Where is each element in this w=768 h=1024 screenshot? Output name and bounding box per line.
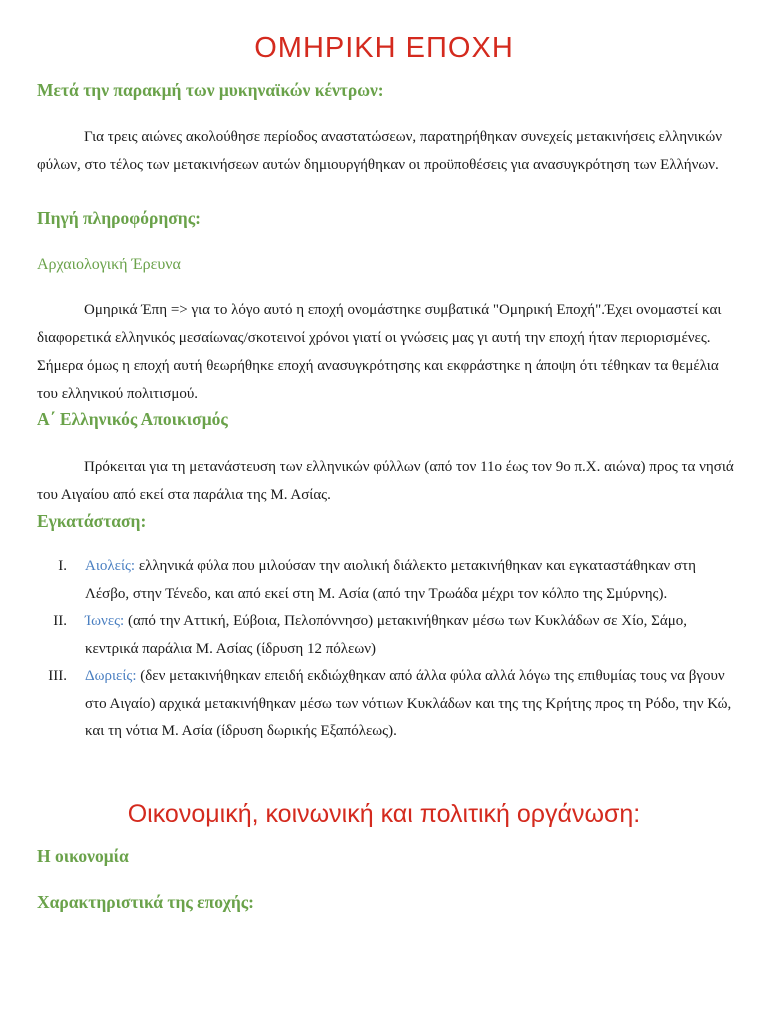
- list-text: (δεν μετακινήθηκαν επειδή εκδιώχθηκαν από άλλα φύλα αλλά λόγω της επιθυμίας τους να βγουν στο Αιγαίο) αρχικά μετακινήθηκαν μέσω των νότιων Κυκλάδων και της της Κρήτης προς τη Ρόδο, την Κώ, και τη νότια Μ. Ασία (ίδρυση δωρικής Εξαπόλεως).: [85, 668, 732, 739]
- tribe-name: Αιολείς:: [85, 558, 136, 574]
- list-text: ελληνικά φύλα που μιλούσαν την αιολική διάλεκτο μετακινήθηκαν και εγκαταστάθηκαν στη Λέσβο, στην Τένεδο, και από εκεί στη Μ. Ασία (από την Τρωάδα μέχρι τον κόλπο της Σμύρνης).: [85, 558, 696, 602]
- list-item: [37, 553, 737, 608]
- list-number: III.: [48, 668, 67, 684]
- heading-first-colonization: Α΄ Ελληνικός Αποικισμός: [37, 409, 228, 429]
- subheading-archaeology: Αρχαιολογική Έρευνα: [37, 256, 181, 273]
- section-title-organization: Οικονομική, κοινωνική και πολιτική οργάνωση:: [127, 800, 641, 828]
- list-number: I.: [58, 558, 67, 574]
- paragraph-intro: Για τρεις αιώνες ακολούθησε περίοδος αναστατώσεων, παρατηρήθηκαν συνεχείς μετακινήσεις ελληνικών φύλων, στο τέλος των μετακινήσεων αυτών δημιουργήθηκαν οι προϋποθέσεις για ανασυγκρότηση των Ελλήνων.: [37, 129, 722, 173]
- heading-era-characteristics: Χαρακτηριστικά της εποχής:: [37, 892, 255, 912]
- heading-settlement: Εγκατάσταση:: [37, 511, 147, 531]
- tribes-list: [37, 553, 737, 746]
- heading-information-source: Πηγή πληροφόρησης:: [37, 208, 201, 228]
- list-text: (από την Αττική, Εύβοια, Πελοπόννησο) μετακινήθηκαν μέσω των Κυκλάδων σε Χίο, Σάμο, κεντρικά παράλια Μ. Ασίας (ίδρυση 12 πόλεων): [85, 613, 687, 657]
- paragraph-migration: Πρόκειται για τη μετανάστευση των ελληνικών φύλλων (από τον 11ο έως τον 9ο π.Χ. αιώνα) προς τα νησιά του Αιγαίου από εκεί στα παράλια της Μ. Ασίας.: [37, 459, 734, 503]
- list-item: [37, 663, 737, 746]
- document-title: ΟΜΗΡΙΚΗ ΕΠΟΧΗ: [254, 32, 514, 64]
- list-number: II.: [53, 613, 67, 629]
- heading-mycenaean-decline: Μετά την παρακμή των μυκηναϊκών κέντρων:: [37, 80, 384, 100]
- heading-economy: Η οικονομία: [37, 846, 129, 866]
- list-item: [37, 608, 737, 663]
- tribe-name: Δωριείς:: [85, 668, 137, 684]
- tribe-name: Ίωνες:: [85, 613, 125, 629]
- paragraph-homeric-epics: Ομηρικά Έπη => για το λόγο αυτό η εποχή ονομάστηκε συμβατικά "Ομηρική Εποχή".Έχει ονομαστεί και διαφορετικά ελληνικός μεσαίωνας/σκοτεινοί χρόνοι γιατί οι γνώσεις μας γι αυτή την εποχή ήταν περιορισμένες. Σήμερα όμως η εποχή αυτή θεωρήθηκε εποχή ανασυγκρότησης και εκφράστηκε η άποψη ότι τέθηκαν τα θεμέλια του ελληνικού πολιτισμού.: [37, 302, 722, 402]
